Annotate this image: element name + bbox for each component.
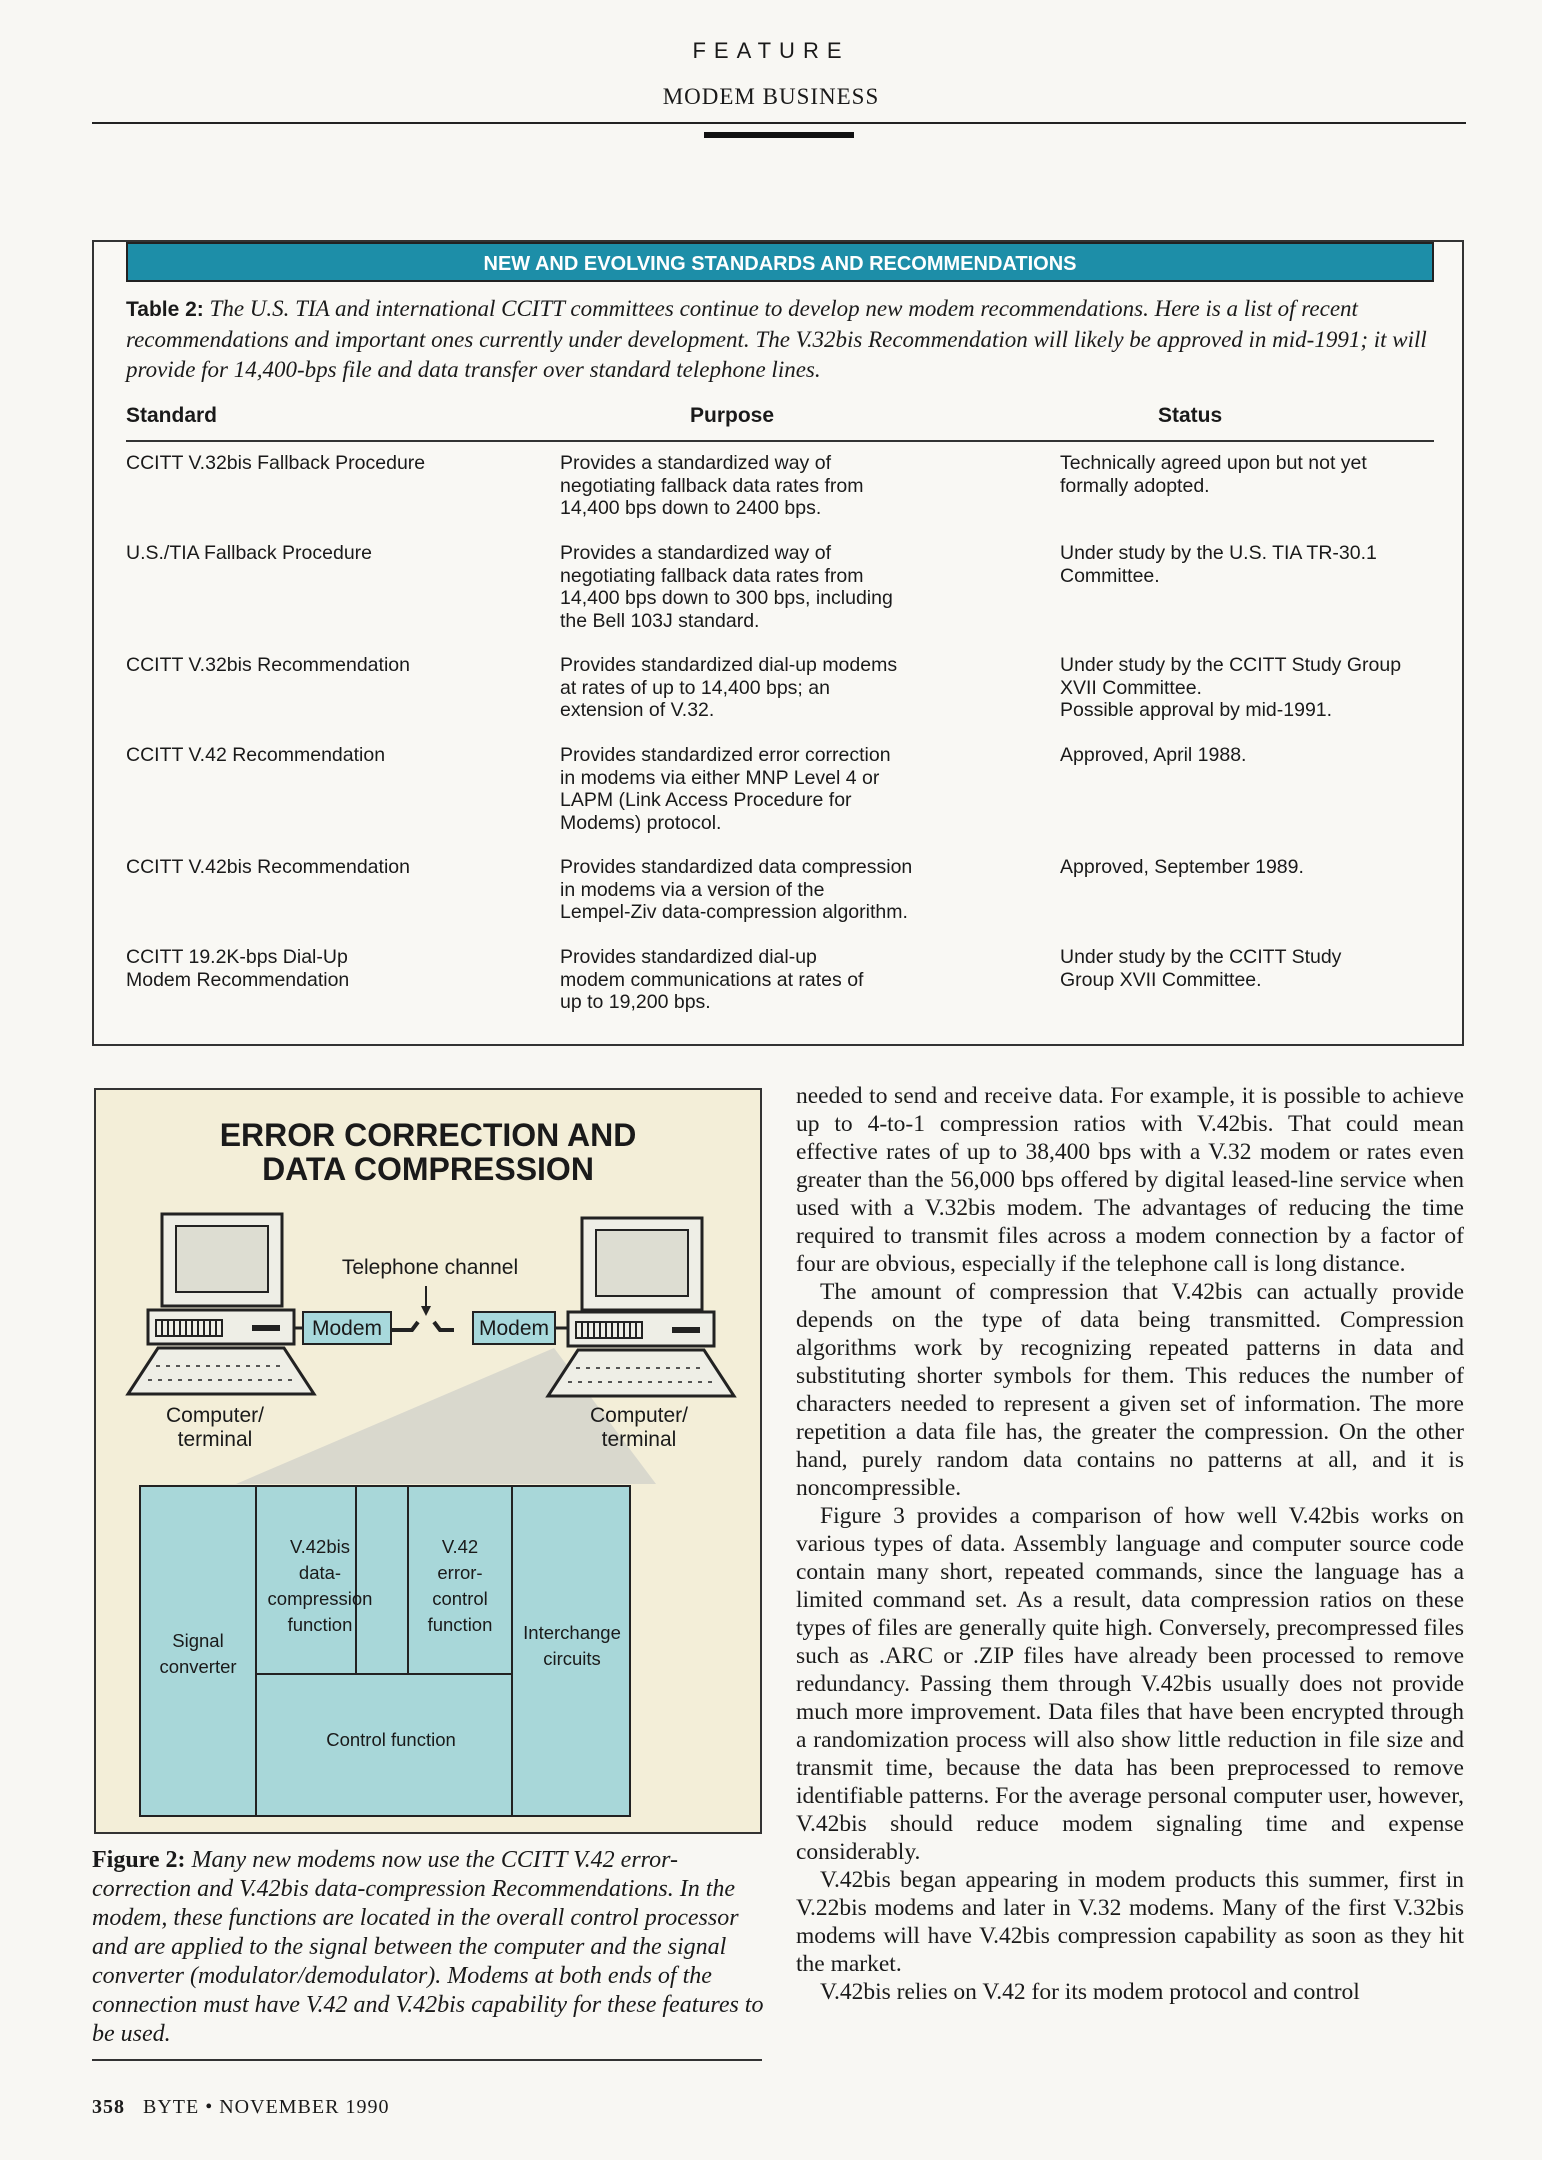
header-rule (92, 122, 1466, 124)
cell-status: Under study by the CCITT Study Group XVII Committee. Possible approval by mid-1991. (1060, 654, 1402, 721)
modem-left-box: Modem (302, 1311, 392, 1345)
signal-converter-label: Signal converter (159, 1630, 237, 1677)
cell-status: Under study by the U.S. TIA TR-30.1 Committee. (1060, 542, 1377, 587)
cell-status: Approved, September 1989. (1060, 856, 1304, 878)
cell-standard: CCITT V.32bis Fallback Procedure (126, 452, 426, 474)
figure-title: ERROR CORRECTION AND DATA COMPRESSION (219, 1117, 637, 1187)
section-title: MODEM BUSINESS (662, 84, 880, 109)
table-caption-label: Table 2: (126, 298, 204, 321)
telephone-line-left (392, 1322, 418, 1330)
column-header-status: Status (1158, 404, 1223, 427)
cell-status: Approved, April 1988. (1060, 744, 1247, 766)
telephone-line-right (434, 1322, 454, 1330)
computer-right-icon (548, 1218, 734, 1396)
figure-caption (92, 1846, 764, 2049)
table-banner: NEW AND EVOLVING STANDARDS AND RECOMMENDATIONS (126, 242, 1434, 282)
cell-standard: CCITT V.42 Recommendation (126, 744, 386, 766)
paragraph: needed to send and receive data. For example, it is possible to achieve up to 4-to-1 compression ratios with V.42bis. That could mean effective rates of up to 38,400 bps with a V.32 modem or rates even greater than the 56,000 bps offered by digital leased-line service when used with a V.32bis modem. The advantages of reducing the time required to transmit files across a modem connection by a factor of four are obvious, especially if the telephone call is long distance. (796, 1083, 1464, 1277)
control-function-label: Control function (326, 1729, 456, 1750)
cell-standard: CCITT V.42bis Recommendation (126, 856, 410, 878)
computer-left-icon (128, 1214, 314, 1394)
cell-purpose: Provides a standardized way of negotiating fallback data rates from 14,400 bps down to 2400 bps. (560, 452, 864, 519)
table-caption (126, 294, 1436, 385)
column-header-standard: Standard (126, 404, 218, 427)
magazine-issue: BYTE • NOVEMBER 1990 (143, 2096, 390, 2118)
cell-purpose: Provides standardized data compression in modems via a version of the Lempel-Ziv data-compression algorithm. (560, 856, 913, 923)
article-body (796, 1082, 1464, 2006)
paragraph: V.42bis relies on V.42 for its modem protocol and control (820, 1979, 1360, 2005)
v42-label: V.42 error- control function (427, 1536, 493, 1635)
page-number: 358 (92, 2096, 125, 2118)
table-caption-text: The U.S. TIA and international CCITT committees continue to develop new modem recommendations. Here is a list of recent recommendations and important ones currently under development. The V.32bis Recommendation will likely be approved in mid-1991; it will provide for 14,400-bps file and data transfer over standard telephone lines. (126, 296, 1427, 382)
computer-left-label: Computer/ terminal (165, 1404, 265, 1451)
paragraph: Figure 3 provides a comparison of how well V.42bis works on various types of data. Assembly language and computer source code contain many short, repeated commands, since the language has a limited command set. As a result, data compression ratios on these types of files are generally quite high. Conversely, precompressed files such as .ARC or .ZIP files have already been processed to remove redundancy. Passing them through V.42bis usually does not provide much more improvement. Data files that have been encrypted through a randomization process will also show little reduction in file size and transmit time, because the data has been preprocessed to remove identifiable patterns. For the average personal computer user, however, V.42bis should reduce modem signaling time and expense considerably. (796, 1503, 1464, 1865)
cell-standard: CCITT V.32bis Recommendation (126, 654, 410, 676)
paragraph: V.42bis began appearing in modem products this summer, first in V.22bis modems and later in V.32 modems. Many of the first V.32bis modems will have V.42bis compression capability as soon as they hit the market. (796, 1867, 1464, 1977)
figure-caption-text: Many new modems now use the CCITT V.42 error-correction and V.42bis data-compression Recommendations. In the modem, these functions are located in the overall control processor and are applied to the signal between the computer and the signal converter (modulator/demodulator). Modems at both ends of the connection must have V.42 and V.42bis capability for these features to be used. (92, 1847, 764, 2047)
cell-purpose: Provides standardized dial-up modems at rates of up to 14,400 bps; an extension of V.32. (560, 654, 898, 721)
cell-standard: U.S./TIA Fallback Procedure (126, 542, 373, 564)
paragraph: The amount of compression that V.42bis can actually provide depends on the type of data being transmitted. Compression algorithms work by recognizing repeated patterns in data and substituting shorter symbols for them. This reduces the number of characters needed to represent a given set of information. The more repetition a data file has, the greater the compression. On the other hand, purely random data contains no patterns at all, and it is noncompressible. (796, 1279, 1464, 1501)
modem-right-box: Modem (472, 1311, 556, 1345)
header-bar (704, 132, 854, 138)
v42bis-label: V.42bis data- compression function (267, 1536, 373, 1635)
computer-right-label: Computer/ terminal (589, 1404, 689, 1451)
table-header-rule (126, 440, 1434, 442)
page-footer (92, 2096, 389, 2119)
cell-status: Technically agreed upon but not yet formally adopted. (1060, 452, 1367, 497)
telephone-channel-label: Telephone channel (341, 1256, 519, 1279)
cell-status: Under study by the CCITT Study Group XVII Committee. (1060, 946, 1342, 991)
interchange-circuits-label: Interchange circuits (523, 1622, 621, 1669)
arrow-head-icon (421, 1306, 431, 1316)
section-kicker: FEATURE (692, 38, 850, 63)
cell-standard: CCITT 19.2K-bps Dial-Up Modem Recommendation (126, 946, 350, 991)
figure-caption-label: Figure 2: (92, 1847, 186, 1873)
figure-caption-rule (92, 2059, 762, 2061)
cell-purpose: Provides standardized error correction in modems via either MNP Level 4 or LAPM (Link Access Procedure for Modems) protocol. (560, 744, 891, 834)
cell-purpose: Provides a standardized way of negotiating fallback data rates from 14,400 bps down to 300 bps, including the Bell 103J standard. (560, 542, 893, 632)
cell-purpose: Provides standardized dial-up modem communications at rates of up to 19,200 bps. (560, 946, 864, 1013)
column-header-purpose: Purpose (690, 404, 775, 427)
